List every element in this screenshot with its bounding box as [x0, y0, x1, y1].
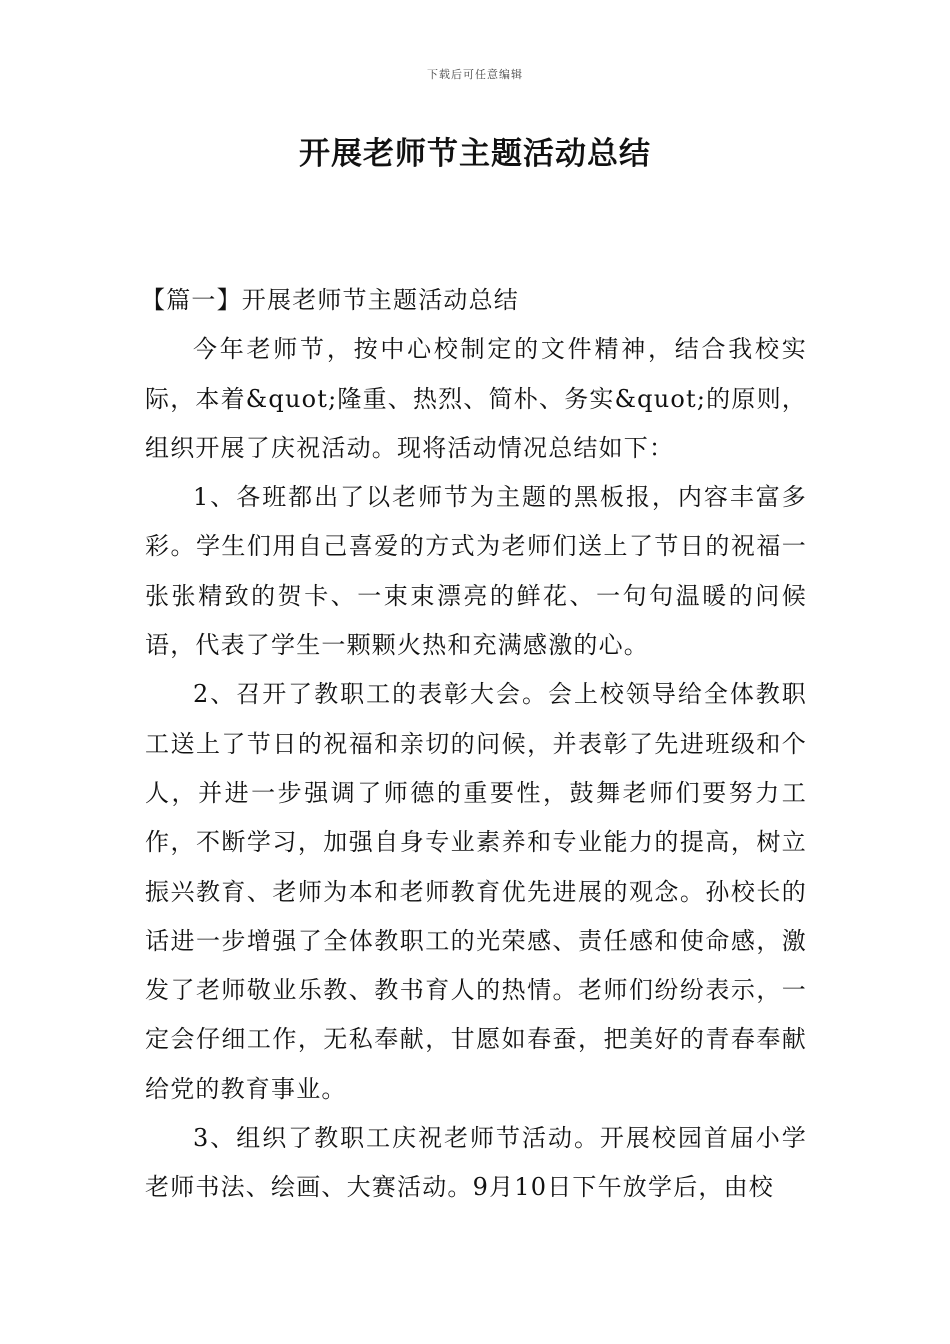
section-heading: 【篇一】开展老师节主题活动总结 — [141, 286, 519, 314]
paragraph-item-1: 1、各班都出了以老师节为主题的黑板报，内容丰富多彩。学生们用自己喜爱的方式为老师们送上了节日的祝福一张张精致的贺卡、一束束漂亮的鲜花、一句句温暖的问候语，代表了学生一颗颗火热和充满感激的心。 — [145, 483, 807, 660]
document-body — [141, 276, 807, 1213]
paragraph-intro: 今年老师节，按中心校制定的文件精神，结合我校实际，本着&quot;隆重、热烈、简朴、务实&quot;的原则，组织开展了庆祝活动。现将活动情况总结如下： — [145, 335, 807, 462]
paragraph-item-2: 2、召开了教职工的表彰大会。会上校领导给全体教职工送上了节日的祝福和亲切的问候，并表彰了先进班级和个人，并进一步强调了师德的重要性，鼓舞老师们要努力工作，不断学习，加强自身专业素养和专业能力的提高，树立振兴教育、老师为本和老师教育优先进展的观念。孙校长的话进一步增强了全体教职工的光荣感、责任感和使命感，激发了老师敬业乐教、教书育人的热情。老师们纷纷表示，一定会仔细工作，无私奉献，甘愿如春蚕，把美好的青春奉献给党的教育事业。 — [145, 680, 807, 1103]
document-title: 开展老师节主题活动总结 — [299, 136, 651, 172]
header-note: 下载后可任意编辑 — [427, 68, 523, 81]
paragraph-item-3: 3、组织了教职工庆祝老师节活动。开展校园首届小学老师书法、绘画、大赛活动。9月10日下午放学后，由校 — [145, 1124, 807, 1202]
